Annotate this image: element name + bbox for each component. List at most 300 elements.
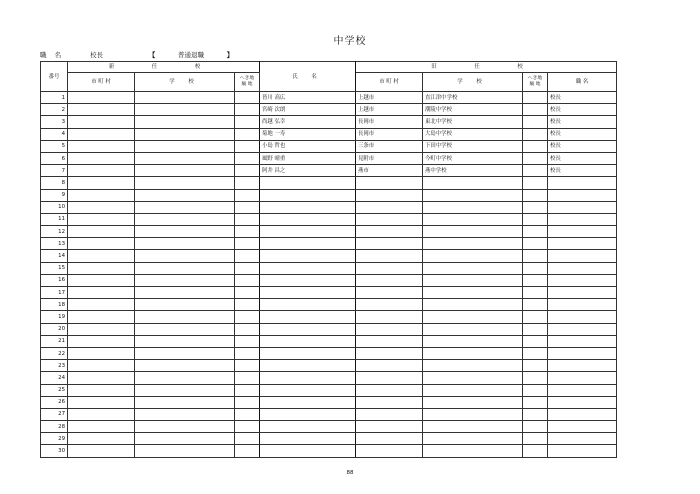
new-city-cell <box>68 347 135 359</box>
row-number: 9 <box>41 189 68 201</box>
old-remote-cell <box>523 384 548 396</box>
old-position-cell <box>548 238 617 250</box>
old-position-cell <box>548 262 617 274</box>
table-row <box>41 238 617 250</box>
col-number-header: 番号 <box>41 62 68 92</box>
old-position-cell <box>548 201 617 213</box>
row-number: 19 <box>41 311 68 323</box>
new-city-cell <box>68 372 135 384</box>
new-remote-cell <box>235 299 260 311</box>
old-school-cell <box>423 189 523 201</box>
new-city-cell <box>68 287 135 299</box>
old-remote-cell <box>523 128 548 140</box>
page-title: 中学校 <box>333 36 367 47</box>
new-school-cell <box>135 152 235 164</box>
new-remote-cell <box>235 226 260 238</box>
new-school-cell <box>135 128 235 140</box>
position-value: 校長 <box>90 51 103 59</box>
old-position-cell <box>548 408 617 420</box>
new-school-cell <box>135 250 235 262</box>
old-city-cell <box>356 189 423 201</box>
old-position-cell: 校長 <box>548 92 617 104</box>
old-city-cell <box>356 335 423 347</box>
old-school-cell <box>423 226 523 238</box>
old-city-cell: 長岡市 <box>356 128 423 140</box>
old-city-cell <box>356 299 423 311</box>
old-position-cell: 校長 <box>548 116 617 128</box>
old-remote-cell <box>523 323 548 335</box>
new-school-cell <box>135 165 235 177</box>
new-school-header: 学 校 <box>135 73 235 92</box>
old-school-cell <box>423 201 523 213</box>
new-remote-cell <box>235 238 260 250</box>
name-cell <box>260 262 356 274</box>
new-city-cell <box>68 128 135 140</box>
old-school-cell <box>423 396 523 408</box>
old-position-cell <box>548 311 617 323</box>
new-city-cell <box>68 396 135 408</box>
retirement-category: 普通退職 <box>178 51 204 59</box>
old-remote-cell <box>523 152 548 164</box>
table-row <box>41 262 617 274</box>
name-cell <box>260 433 356 445</box>
table-row <box>41 421 617 433</box>
old-school-cell <box>423 360 523 372</box>
row-number: 10 <box>41 201 68 213</box>
new-city-header: 市 町 村 <box>68 73 135 92</box>
row-number: 24 <box>41 372 68 384</box>
new-remote-cell <box>235 128 260 140</box>
table-row <box>41 384 617 396</box>
row-number: 12 <box>41 226 68 238</box>
old-position-cell <box>548 323 617 335</box>
transfer-table <box>40 61 617 458</box>
old-position-cell <box>548 274 617 286</box>
new-remote-cell <box>235 372 260 384</box>
row-number: 6 <box>41 152 68 164</box>
new-remote-cell <box>235 287 260 299</box>
name-cell <box>260 347 356 359</box>
table-row <box>41 433 617 445</box>
new-remote-cell <box>235 421 260 433</box>
new-school-cell <box>135 104 235 116</box>
old-city-cell <box>356 238 423 250</box>
new-school-cell <box>135 238 235 250</box>
table-row <box>41 213 617 225</box>
old-remote-cell <box>523 92 548 104</box>
table-row <box>41 372 617 384</box>
name-cell <box>260 360 356 372</box>
old-remote-cell <box>523 347 548 359</box>
old-city-cell <box>356 213 423 225</box>
old-city-cell <box>356 177 423 189</box>
old-city-cell <box>356 347 423 359</box>
old-city-cell <box>356 250 423 262</box>
table-row <box>41 445 617 457</box>
new-city-cell <box>68 408 135 420</box>
new-school-cell <box>135 433 235 445</box>
new-city-cell <box>68 335 135 347</box>
old-position-cell <box>548 250 617 262</box>
new-city-cell <box>68 116 135 128</box>
old-remote-cell <box>523 165 548 177</box>
table-row <box>41 250 617 262</box>
old-position-cell <box>548 287 617 299</box>
old-remote-cell <box>523 299 548 311</box>
name-cell <box>260 177 356 189</box>
new-school-cell <box>135 311 235 323</box>
old-city-cell: 燕市 <box>356 165 423 177</box>
old-remote-cell <box>523 311 548 323</box>
old-school-cell <box>423 408 523 420</box>
old-remote-cell <box>523 104 548 116</box>
row-number: 2 <box>41 104 68 116</box>
new-remote-cell <box>235 408 260 420</box>
old-remote-cell <box>523 274 548 286</box>
old-city-cell <box>356 433 423 445</box>
old-city-cell: 長岡市 <box>356 116 423 128</box>
new-city-cell <box>68 152 135 164</box>
new-city-cell <box>68 201 135 213</box>
row-number: 16 <box>41 274 68 286</box>
old-school-cell <box>423 421 523 433</box>
row-number: 21 <box>41 335 68 347</box>
row-number: 1 <box>41 92 68 104</box>
name-cell <box>260 299 356 311</box>
old-position-cell <box>548 396 617 408</box>
col-name-header: 氏 名 <box>260 62 356 92</box>
new-school-cell <box>135 335 235 347</box>
row-number: 4 <box>41 128 68 140</box>
row-number: 7 <box>41 165 68 177</box>
old-remote-cell <box>523 433 548 445</box>
name-cell: 小島 哲也 <box>260 140 356 152</box>
new-school-cell <box>135 226 235 238</box>
new-school-cell <box>135 384 235 396</box>
old-city-cell <box>356 323 423 335</box>
table-row <box>41 274 617 286</box>
name-cell <box>260 408 356 420</box>
new-city-cell <box>68 213 135 225</box>
name-cell <box>260 213 356 225</box>
table-row <box>41 177 617 189</box>
old-school-cell <box>423 262 523 274</box>
new-remote-cell <box>235 152 260 164</box>
old-city-cell <box>356 408 423 420</box>
old-position-cell <box>548 421 617 433</box>
old-remote-cell <box>523 116 548 128</box>
new-remote-cell <box>235 177 260 189</box>
name-cell: 宮崎 次朗 <box>260 104 356 116</box>
old-school-cell <box>423 287 523 299</box>
new-remote-cell <box>235 311 260 323</box>
old-city-cell <box>356 201 423 213</box>
row-number: 15 <box>41 262 68 274</box>
new-city-cell <box>68 445 135 457</box>
old-position-cell: 校長 <box>548 104 617 116</box>
table-row <box>41 323 617 335</box>
old-position-cell <box>548 213 617 225</box>
old-remote-cell <box>523 445 548 457</box>
row-number: 18 <box>41 299 68 311</box>
table-row <box>41 360 617 372</box>
row-number: 28 <box>41 421 68 433</box>
table-row <box>41 201 617 213</box>
old-position-cell <box>548 384 617 396</box>
old-position-cell <box>548 433 617 445</box>
new-city-cell <box>68 433 135 445</box>
old-school-cell <box>423 384 523 396</box>
old-city-cell <box>356 226 423 238</box>
old-remote-cell <box>523 408 548 420</box>
old-remote-cell <box>523 372 548 384</box>
old-position-cell: 校長 <box>548 152 617 164</box>
new-school-cell <box>135 262 235 274</box>
old-school-cell <box>423 323 523 335</box>
name-cell <box>260 238 356 250</box>
bracket-open: 【 <box>148 51 156 59</box>
new-remote-cell <box>235 213 260 225</box>
row-number: 26 <box>41 396 68 408</box>
old-school-cell <box>423 311 523 323</box>
new-city-cell <box>68 311 135 323</box>
name-cell <box>260 445 356 457</box>
row-number: 27 <box>41 408 68 420</box>
new-city-cell <box>68 323 135 335</box>
old-city-cell <box>356 445 423 457</box>
new-school-cell <box>135 287 235 299</box>
new-city-cell <box>68 92 135 104</box>
new-city-cell <box>68 165 135 177</box>
row-number: 5 <box>41 140 68 152</box>
new-city-cell <box>68 384 135 396</box>
old-school-cell <box>423 213 523 225</box>
old-city-cell <box>356 421 423 433</box>
old-city-header: 市 町 村 <box>356 73 423 92</box>
name-cell <box>260 189 356 201</box>
old-school-cell <box>423 274 523 286</box>
old-city-cell <box>356 372 423 384</box>
new-school-cell <box>135 189 235 201</box>
old-remote-cell <box>523 201 548 213</box>
new-remote-cell <box>235 165 260 177</box>
name-cell <box>260 311 356 323</box>
table-row <box>41 152 617 164</box>
old-school-cell <box>423 299 523 311</box>
name-cell <box>260 372 356 384</box>
new-school-cell <box>135 360 235 372</box>
name-cell <box>260 287 356 299</box>
new-remote-cell <box>235 104 260 116</box>
new-school-cell <box>135 347 235 359</box>
header-meta <box>40 50 240 59</box>
old-school-cell: 今町中学校 <box>423 152 523 164</box>
old-school-cell <box>423 372 523 384</box>
bracket-close: 】 <box>226 51 234 59</box>
old-school-cell <box>423 238 523 250</box>
table-row <box>41 226 617 238</box>
old-city-cell: 上越市 <box>356 92 423 104</box>
new-remote-cell <box>235 262 260 274</box>
new-school-group-header: 新 任 校 <box>68 62 260 73</box>
new-remote-cell <box>235 384 260 396</box>
row-number: 22 <box>41 347 68 359</box>
row-number: 13 <box>41 238 68 250</box>
row-number: 11 <box>41 213 68 225</box>
old-school-cell <box>423 335 523 347</box>
old-remote-cell <box>523 213 548 225</box>
new-school-cell <box>135 396 235 408</box>
old-position-cell: 校長 <box>548 128 617 140</box>
old-remote-header: へき地 級 地 <box>523 73 548 92</box>
new-remote-cell <box>235 445 260 457</box>
name-cell <box>260 335 356 347</box>
new-city-cell <box>68 360 135 372</box>
name-cell: 菊地 一寿 <box>260 128 356 140</box>
new-remote-cell <box>235 433 260 445</box>
new-remote-cell <box>235 347 260 359</box>
name-cell <box>260 421 356 433</box>
old-school-cell: 直江津中学校 <box>423 92 523 104</box>
row-number: 14 <box>41 250 68 262</box>
new-city-cell <box>68 262 135 274</box>
table-row <box>41 311 617 323</box>
new-city-cell <box>68 299 135 311</box>
old-school-group-header: 旧 任 校 <box>356 62 617 73</box>
table-row <box>41 347 617 359</box>
old-remote-cell <box>523 262 548 274</box>
new-city-cell <box>68 104 135 116</box>
table-row <box>41 408 617 420</box>
new-school-cell <box>135 140 235 152</box>
old-position-cell <box>548 445 617 457</box>
old-position-cell <box>548 360 617 372</box>
name-cell: 阿井 昌之 <box>260 165 356 177</box>
old-school-cell <box>423 433 523 445</box>
name-cell <box>260 384 356 396</box>
old-position-cell <box>548 177 617 189</box>
old-remote-cell <box>523 226 548 238</box>
new-remote-cell <box>235 250 260 262</box>
table-row <box>41 287 617 299</box>
old-city-cell: 三条市 <box>356 140 423 152</box>
new-city-cell <box>68 189 135 201</box>
new-school-cell <box>135 299 235 311</box>
old-position-cell <box>548 347 617 359</box>
old-remote-cell <box>523 421 548 433</box>
old-remote-cell <box>523 250 548 262</box>
new-school-cell <box>135 92 235 104</box>
new-remote-cell <box>235 396 260 408</box>
table-row <box>41 165 617 177</box>
name-cell <box>260 250 356 262</box>
row-number: 20 <box>41 323 68 335</box>
old-city-cell <box>356 384 423 396</box>
old-remote-cell <box>523 335 548 347</box>
old-school-cell <box>423 177 523 189</box>
new-school-cell <box>135 116 235 128</box>
name-cell <box>260 396 356 408</box>
new-city-cell <box>68 250 135 262</box>
old-position-cell <box>548 189 617 201</box>
name-cell: 尚越 弘幸 <box>260 116 356 128</box>
new-city-cell <box>68 238 135 250</box>
new-city-cell <box>68 226 135 238</box>
table-row <box>41 335 617 347</box>
old-city-cell: 見附市 <box>356 152 423 164</box>
old-city-cell <box>356 262 423 274</box>
old-remote-cell <box>523 360 548 372</box>
old-city-cell <box>356 274 423 286</box>
old-position-cell: 校長 <box>548 140 617 152</box>
new-city-cell <box>68 177 135 189</box>
new-school-cell <box>135 421 235 433</box>
row-number: 25 <box>41 384 68 396</box>
new-remote-cell <box>235 274 260 286</box>
old-school-cell: 潮陵中学校 <box>423 104 523 116</box>
old-remote-cell <box>523 189 548 201</box>
old-city-cell <box>356 396 423 408</box>
new-school-cell <box>135 274 235 286</box>
table-row <box>41 140 617 152</box>
table-row <box>41 92 617 104</box>
old-position-cell <box>548 372 617 384</box>
table-row <box>41 116 617 128</box>
name-cell: 風野 晴重 <box>260 152 356 164</box>
row-number: 8 <box>41 177 68 189</box>
row-number: 29 <box>41 433 68 445</box>
old-city-cell <box>356 311 423 323</box>
old-school-cell: 燕中学校 <box>423 165 523 177</box>
old-remote-cell <box>523 238 548 250</box>
position-label: 職 名 <box>40 51 65 59</box>
old-position-cell: 校長 <box>548 165 617 177</box>
new-remote-cell <box>235 116 260 128</box>
old-school-cell <box>423 445 523 457</box>
row-number: 30 <box>41 445 68 457</box>
old-remote-cell <box>523 287 548 299</box>
old-city-cell <box>356 360 423 372</box>
table-row <box>41 299 617 311</box>
new-city-cell <box>68 140 135 152</box>
new-remote-cell <box>235 92 260 104</box>
new-remote-cell <box>235 201 260 213</box>
name-cell <box>260 201 356 213</box>
old-position-cell <box>548 226 617 238</box>
page-number: 88 <box>346 470 354 476</box>
old-remote-cell <box>523 177 548 189</box>
new-remote-header: へき地 級 地 <box>235 73 260 92</box>
old-school-cell <box>423 347 523 359</box>
name-cell: 皆川 高広 <box>260 92 356 104</box>
old-school-cell <box>423 250 523 262</box>
new-remote-cell <box>235 189 260 201</box>
row-number: 3 <box>41 116 68 128</box>
name-cell <box>260 323 356 335</box>
table-row <box>41 189 617 201</box>
new-city-cell <box>68 274 135 286</box>
name-cell <box>260 274 356 286</box>
table-row <box>41 128 617 140</box>
old-remote-cell <box>523 396 548 408</box>
name-cell <box>260 226 356 238</box>
new-remote-cell <box>235 360 260 372</box>
new-remote-cell <box>235 140 260 152</box>
old-school-header: 学 校 <box>423 73 523 92</box>
new-school-cell <box>135 213 235 225</box>
old-school-cell: 東北中学校 <box>423 116 523 128</box>
old-position-cell <box>548 335 617 347</box>
